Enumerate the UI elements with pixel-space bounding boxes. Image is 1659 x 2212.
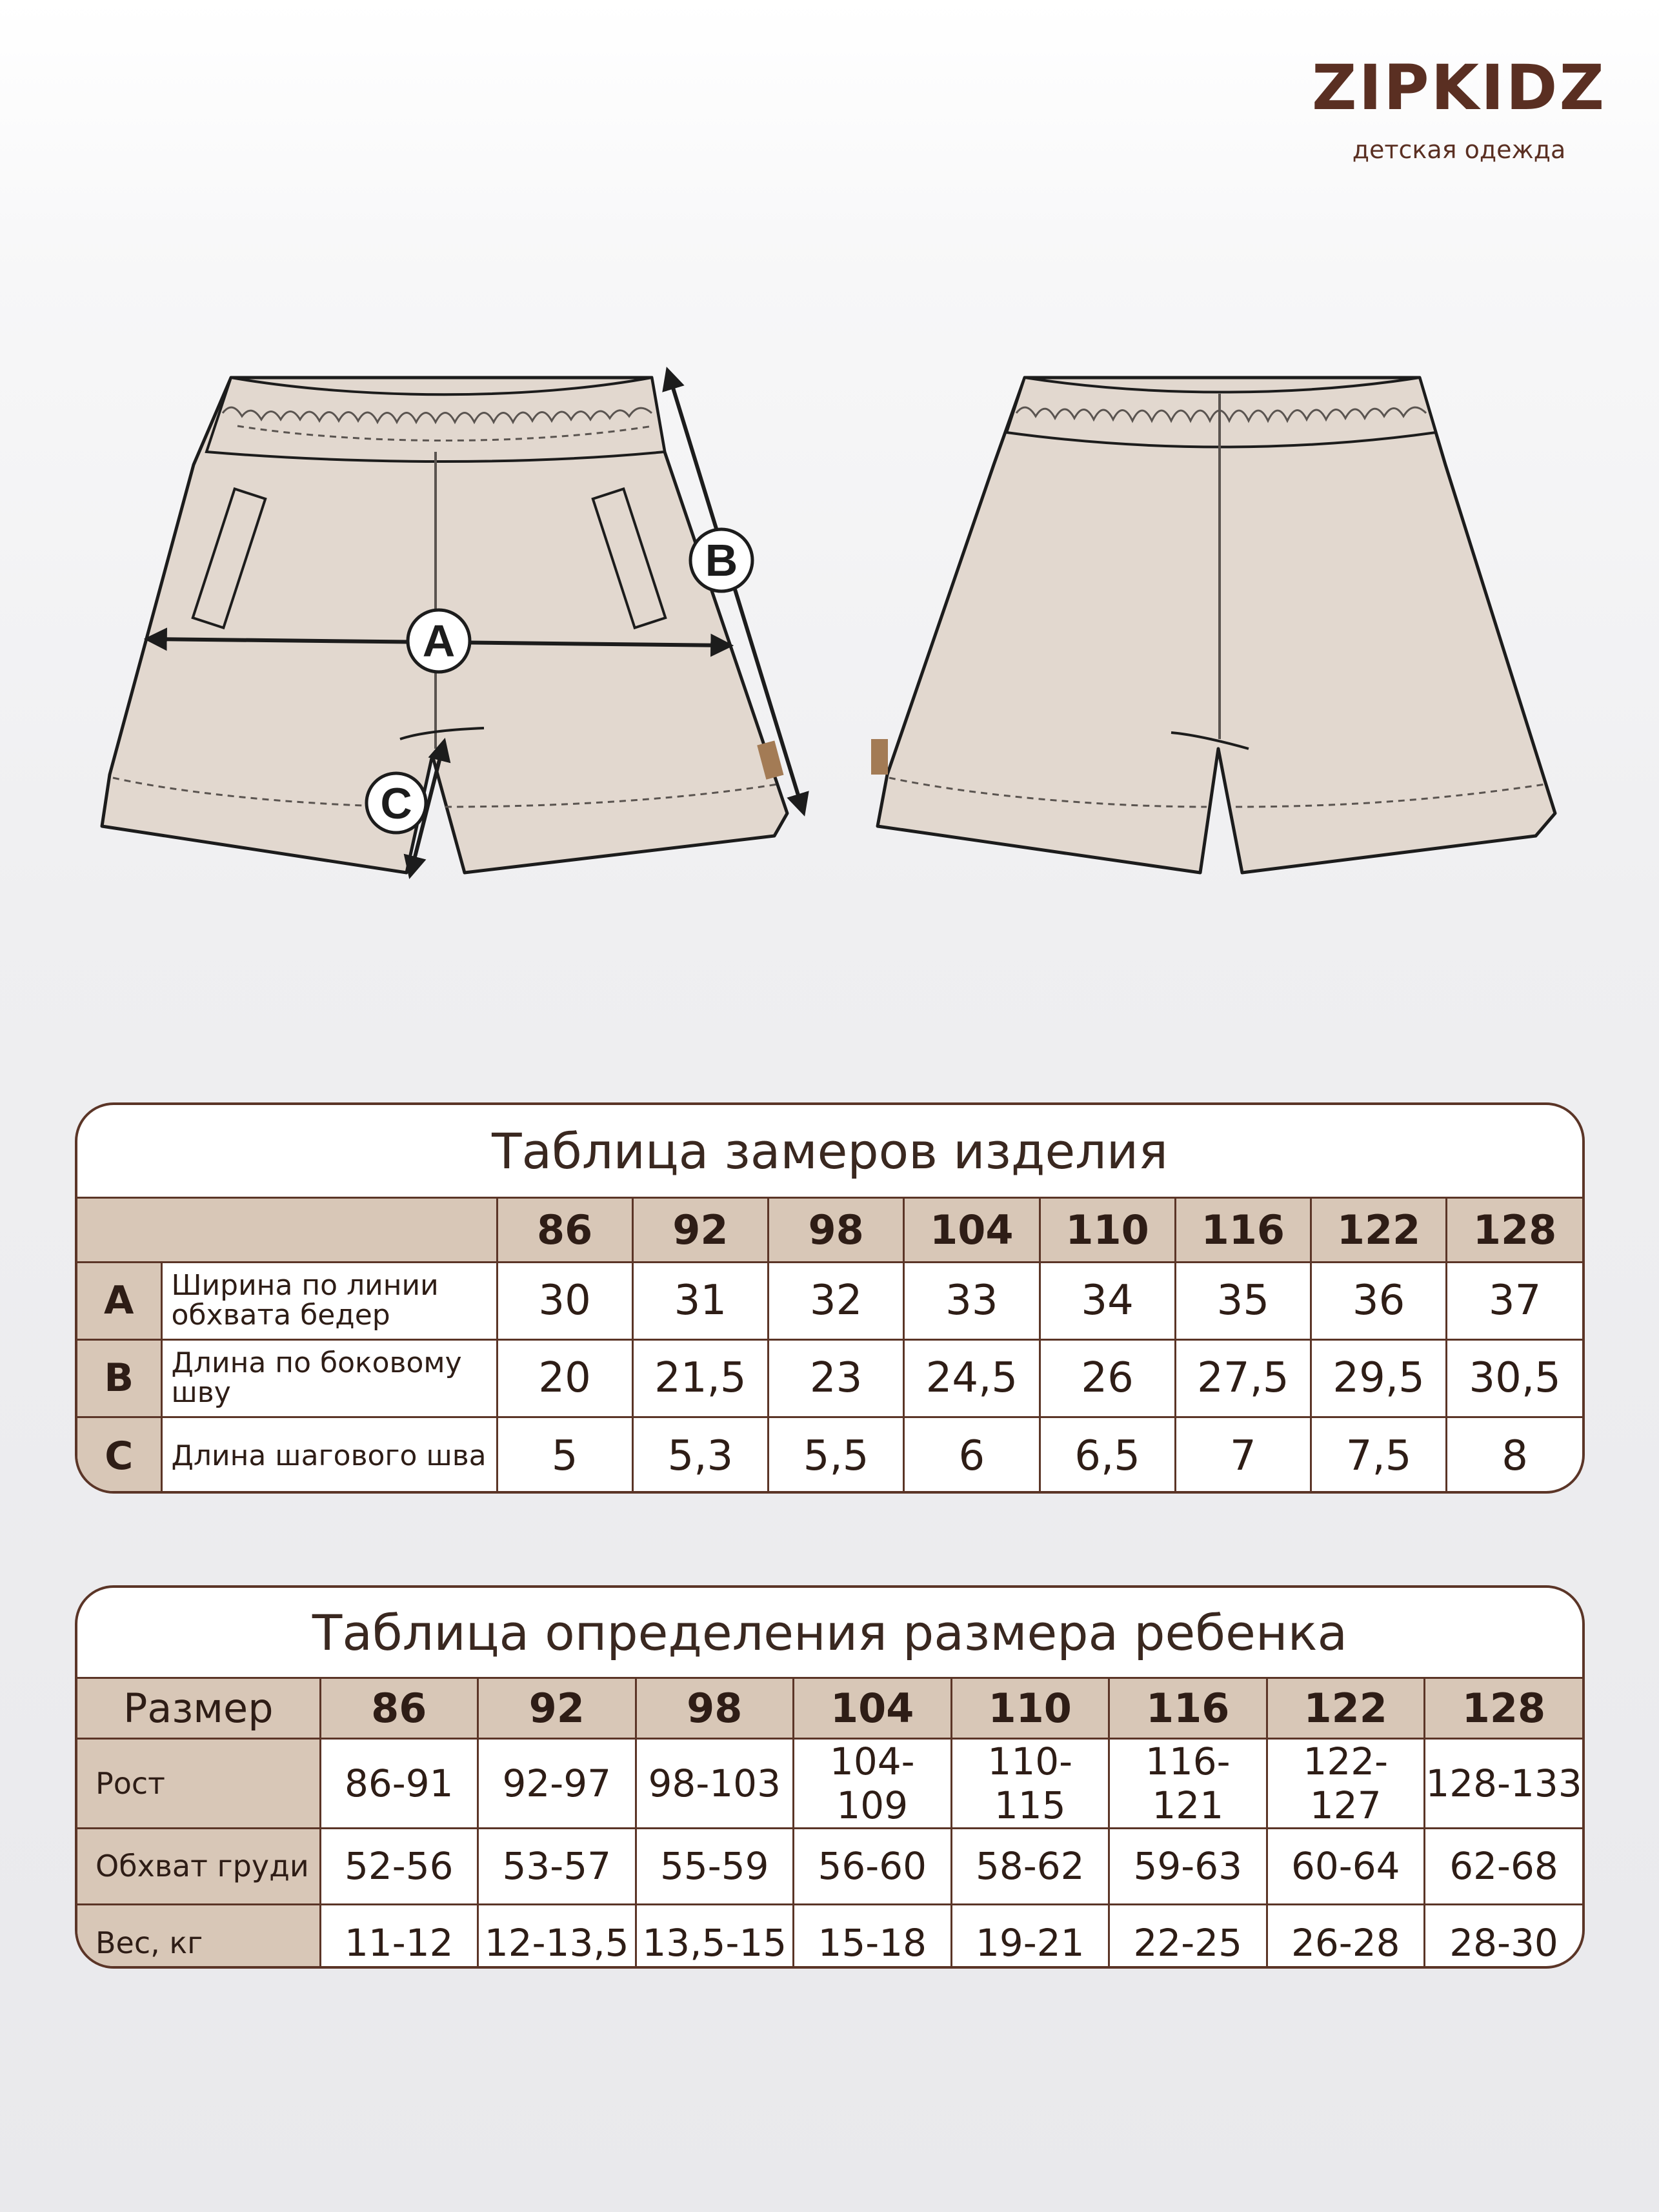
size-header: 116 (1109, 1679, 1267, 1738)
measurement-row-c (77, 1417, 1582, 1494)
table-cell: 56-60 (794, 1828, 952, 1904)
table-cell: 5,3 (632, 1417, 768, 1494)
size-header: 92 (478, 1679, 636, 1738)
size-header: 128 (1447, 1199, 1582, 1262)
table-cell: 6 (904, 1417, 1040, 1494)
size-header-label: Размер (77, 1679, 320, 1738)
table-cell: 6,5 (1040, 1417, 1175, 1494)
size-header: 128 (1425, 1679, 1583, 1738)
table-cell: 92-97 (478, 1738, 636, 1828)
size-header: 116 (1175, 1199, 1311, 1262)
brand-name: ZIPKIDZ (1311, 52, 1607, 124)
table-cell: 37 (1447, 1262, 1582, 1339)
table-cell: 122-127 (1267, 1738, 1425, 1828)
table-cell: 110-115 (951, 1738, 1109, 1828)
table-cell: 36 (1311, 1262, 1447, 1339)
size-header: 110 (1040, 1199, 1175, 1262)
measurements-panel (75, 1102, 1585, 1494)
table-cell: 5 (497, 1417, 632, 1494)
table-cell: 11-12 (320, 1904, 478, 1969)
measurements-header-row (77, 1199, 1582, 1262)
table-cell: 27,5 (1175, 1339, 1311, 1417)
measurement-row-b (77, 1339, 1582, 1417)
size-tag-back (871, 739, 888, 775)
measurements-header-blank (77, 1199, 497, 1262)
table-cell: 62-68 (1425, 1828, 1583, 1904)
table-cell: 7 (1175, 1417, 1311, 1494)
shorts-diagram (0, 349, 1659, 917)
table-cell: 55-59 (636, 1828, 794, 1904)
label-c: C (380, 779, 412, 828)
size-header: 122 (1267, 1679, 1425, 1738)
measurements-table (77, 1199, 1582, 1494)
size-table (77, 1679, 1582, 1969)
shorts-back-view (871, 378, 1555, 873)
size-header: 110 (951, 1679, 1109, 1738)
table-cell: 15-18 (794, 1904, 952, 1969)
brand-logo (1304, 52, 1614, 164)
row-label: Длина шагового шва (161, 1417, 497, 1494)
measurements-title: Таблица замеров изделия (77, 1105, 1582, 1199)
back-body (878, 378, 1555, 873)
table-cell: 31 (632, 1262, 768, 1339)
table-cell: 19-21 (951, 1904, 1109, 1969)
size-header-row (77, 1679, 1582, 1738)
brand-tagline: детская одежда (1352, 136, 1566, 164)
table-cell: 98-103 (636, 1738, 794, 1828)
table-cell: 30,5 (1447, 1339, 1582, 1417)
size-header: 104 (794, 1679, 952, 1738)
table-cell: 30 (497, 1262, 632, 1339)
table-cell: 53-57 (478, 1828, 636, 1904)
row-letter: A (77, 1262, 161, 1339)
table-cell: 33 (904, 1262, 1040, 1339)
table-cell: 28-30 (1425, 1904, 1583, 1969)
size-title: Таблица определения размера ребенка (77, 1588, 1582, 1679)
measurement-row-a (77, 1262, 1582, 1339)
table-cell: 52-56 (320, 1828, 478, 1904)
table-cell: 60-64 (1267, 1828, 1425, 1904)
table-cell: 32 (769, 1262, 904, 1339)
table-cell: 34 (1040, 1262, 1175, 1339)
table-cell: 26-28 (1267, 1904, 1425, 1969)
table-cell: 104-109 (794, 1738, 952, 1828)
row-letter: C (77, 1417, 161, 1494)
size-header: 122 (1311, 1199, 1447, 1262)
row-label: Длина по боковому шву (161, 1339, 497, 1417)
size-header: 92 (632, 1199, 768, 1262)
table-cell: 29,5 (1311, 1339, 1447, 1417)
table-cell: 23 (769, 1339, 904, 1417)
table-cell: 35 (1175, 1262, 1311, 1339)
table-cell: 20 (497, 1339, 632, 1417)
size-row-weight (77, 1904, 1582, 1969)
row-label: Ширина по линии обхвата бедер (161, 1262, 497, 1339)
size-header: 104 (904, 1199, 1040, 1262)
row-label: Рост (77, 1738, 320, 1828)
table-cell: 116-121 (1109, 1738, 1267, 1828)
table-cell: 58-62 (951, 1828, 1109, 1904)
table-cell: 12-13,5 (478, 1904, 636, 1969)
table-cell: 13,5-15 (636, 1904, 794, 1969)
table-cell: 24,5 (904, 1339, 1040, 1417)
table-cell: 22-25 (1109, 1904, 1267, 1969)
table-cell: 26 (1040, 1339, 1175, 1417)
label-b: B (705, 535, 738, 585)
size-header: 86 (320, 1679, 478, 1738)
size-row-chest (77, 1828, 1582, 1904)
row-letter: B (77, 1339, 161, 1417)
table-cell: 5,5 (769, 1417, 904, 1494)
table-cell: 21,5 (632, 1339, 768, 1417)
row-label: Обхват груди (77, 1828, 320, 1904)
table-cell: 128-133 (1425, 1738, 1583, 1828)
table-cell: 8 (1447, 1417, 1582, 1494)
size-row-height (77, 1738, 1582, 1828)
size-header: 98 (636, 1679, 794, 1738)
table-cell: 7,5 (1311, 1417, 1447, 1494)
size-header: 86 (497, 1199, 632, 1262)
label-a: A (422, 616, 456, 666)
row-label: Вес, кг (77, 1904, 320, 1969)
table-cell: 86-91 (320, 1738, 478, 1828)
size-panel (75, 1585, 1585, 1969)
table-cell: 59-63 (1109, 1828, 1267, 1904)
size-header: 98 (769, 1199, 904, 1262)
